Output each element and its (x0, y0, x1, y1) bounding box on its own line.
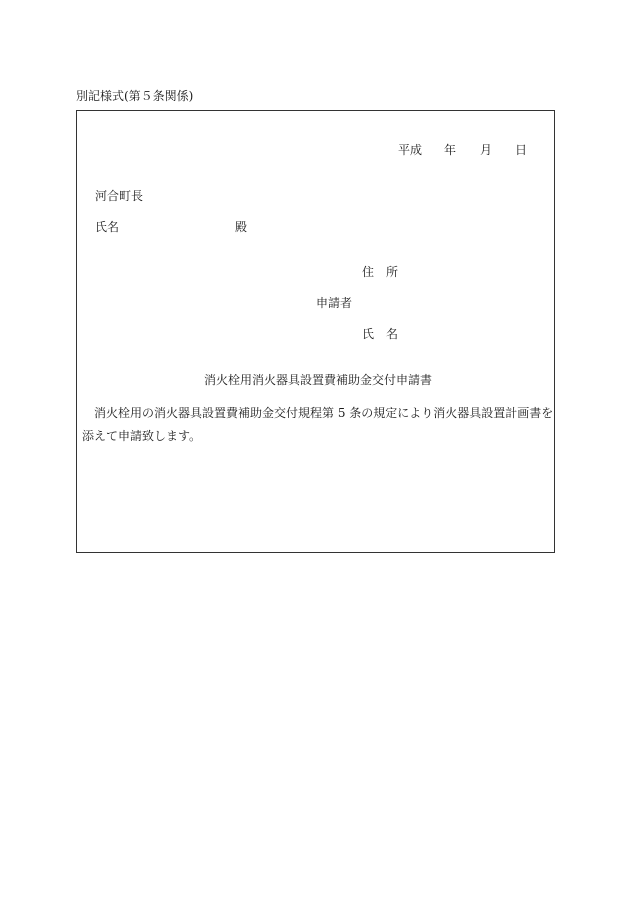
recipient-honorific: 殿 (235, 220, 248, 234)
applicant-address-label: 住 所 (362, 265, 399, 279)
date-year-label: 年 (444, 143, 457, 157)
recipient-title: 河合町長 (95, 189, 144, 203)
date-day-label: 日 (515, 143, 528, 157)
body-text: 消火栓用の消火器具設置費補助金交付規程第 5 条の規定により消火器具設置計画書を添えて申請致します。 (82, 406, 554, 443)
application-form-frame (76, 110, 555, 553)
document-title: 消火栓用消火器具設置費補助金交付申請書 (204, 373, 433, 387)
applicant-name-label: 氏 名 (362, 327, 399, 341)
date-era: 平成 (398, 143, 423, 157)
date-month-label: 月 (480, 143, 493, 157)
applicant-label: 申請者 (316, 296, 353, 310)
recipient-name-label: 氏名 (95, 220, 120, 234)
form-label: 別記様式(第５条関係) (76, 89, 194, 103)
